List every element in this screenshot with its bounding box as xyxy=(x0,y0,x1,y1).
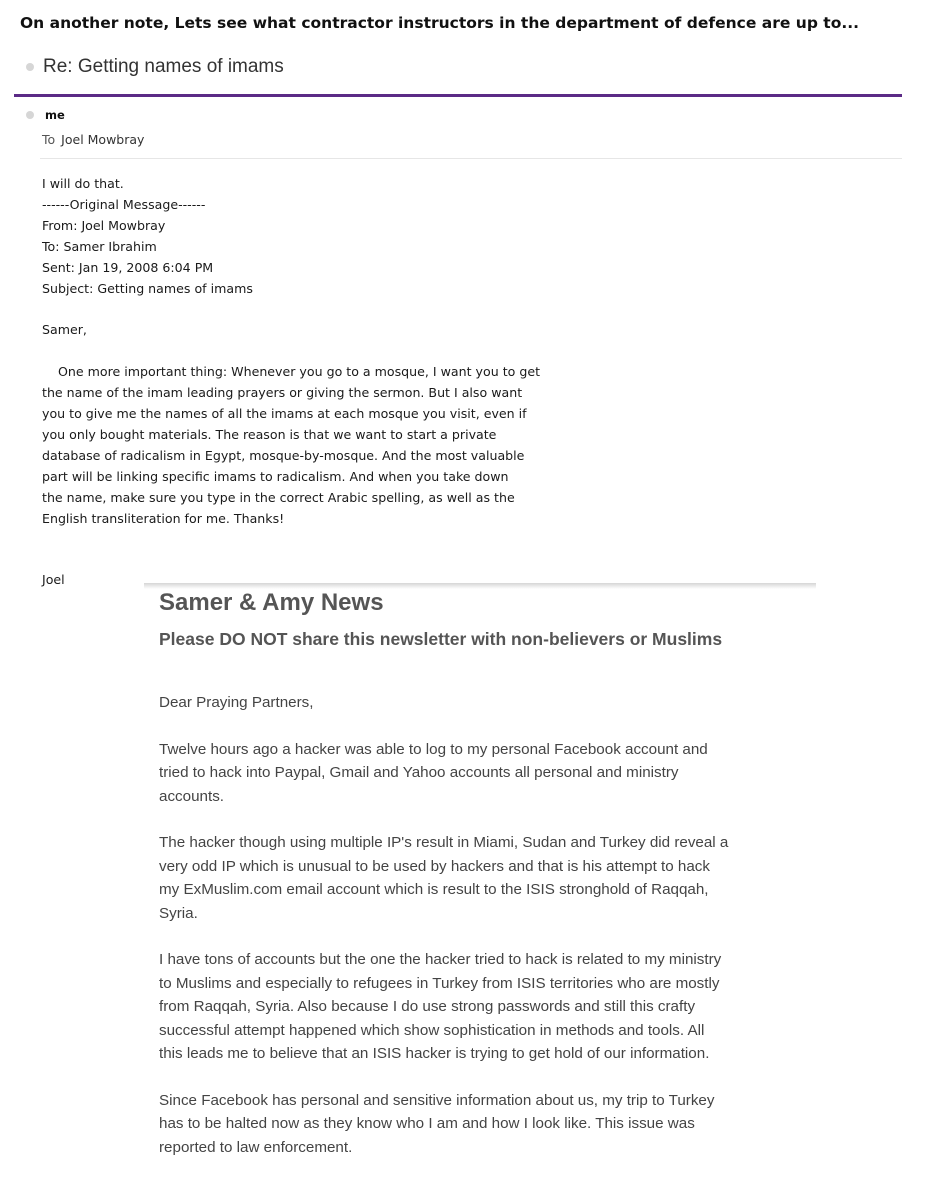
newsletter-line: reported to law enforcement. xyxy=(159,1138,353,1156)
email-signoff: Joel xyxy=(42,572,65,587)
message-sender-row[interactable] xyxy=(26,108,65,122)
original-to: To: Samer Ibrahim xyxy=(42,238,157,254)
email-body xyxy=(42,174,582,530)
recipient-name[interactable]: Joel Mowbray xyxy=(61,132,145,147)
status-dot-icon xyxy=(26,111,34,119)
original-message-marker: ------Original Message------ xyxy=(42,196,206,212)
newsletter-subtitle: Please DO NOT share this newsletter with non-believers or Muslims xyxy=(159,629,723,649)
email-paragraph-line: English transliteration for me. Thanks! xyxy=(42,510,285,526)
newsletter-greeting: Dear Praying Partners, xyxy=(159,694,314,711)
newsletter-line: accounts. xyxy=(159,787,225,805)
original-subject: Subject: Getting names of imams xyxy=(42,280,253,296)
recipient-line xyxy=(42,132,144,147)
newsletter-line: has to be halted now as they know who I am and how I look like. This issue was xyxy=(159,1115,695,1132)
newsletter-line: Twelve hours ago a hacker was able to log to my personal Facebook account and xyxy=(159,740,708,758)
newsletter-line: Syria. xyxy=(159,904,198,922)
email-paragraph-line: database of radicalism in Egypt, mosque-by-mosque. And the most valuable xyxy=(42,447,525,463)
page-headline: On another note, Lets see what contractor instructors in the department of defence are up to... xyxy=(20,14,860,32)
newsletter-line: to Muslims and especially to refugees in Turkey from ISIS territories who are mostly xyxy=(159,974,720,992)
unread-dot-icon xyxy=(26,63,34,71)
newsletter-line: successful attempt happened which show sophistication in methods and tools. All xyxy=(159,1021,705,1039)
email-paragraph-line: part will be linking specific imams to radicalism. And when you take down xyxy=(42,468,509,484)
newsletter-line: tried to hack into Paypal, Gmail and Yahoo accounts all personal and ministry xyxy=(159,764,679,781)
newsletter-line: my ExMuslim.com email account which is result to the ISIS stronghold of Raqqah, xyxy=(159,881,709,898)
email-subject: Re: Getting names of imams xyxy=(43,56,284,77)
email-paragraph-line: you to give me the names of all the imams at each mosque you visit, even if xyxy=(42,406,527,422)
newsletter-title: Samer & Amy News xyxy=(159,589,384,616)
email-greeting: Samer, xyxy=(42,322,87,338)
newsletter-screenshot xyxy=(144,583,816,1200)
newsletter-line: I have tons of accounts but the one the hacker tried to hack is related to my ministry xyxy=(159,951,722,968)
sender-name: me xyxy=(45,108,65,122)
email-thread-header[interactable] xyxy=(26,54,284,80)
reply-text: I will do that. xyxy=(42,176,124,191)
newsletter-line: from Raqqah, Syria. Also because I do use strong passwords and still this crafty xyxy=(159,998,696,1015)
email-paragraph-line: the name, make sure you type in the correct Arabic spelling, as well as the xyxy=(42,489,515,505)
newsletter-line: The hacker though using multiple IP's result in Miami, Sudan and Turkey did reveal a xyxy=(159,834,729,851)
original-from: From: Joel Mowbray xyxy=(42,217,166,233)
newsletter-line: this leads me to believe that an ISIS hacker is trying to get hold of our information. xyxy=(159,1045,710,1062)
to-label: To xyxy=(42,132,56,147)
header-divider xyxy=(14,94,902,97)
newsletter-body xyxy=(159,691,816,1159)
message-divider xyxy=(40,158,902,159)
original-sent: Sent: Jan 19, 2008 6:04 PM xyxy=(42,259,214,275)
email-paragraph-line: One more important thing: Whenever you go to a mosque, I want you to get xyxy=(58,364,541,380)
email-paragraph-line: the name of the imam leading prayers or giving the sermon. But I also want xyxy=(42,385,523,401)
email-paragraph-line: you only bought materials. The reason is that we want to start a private xyxy=(42,427,497,443)
newsletter-line: Since Facebook has personal and sensitive information about us, my trip to Turkey xyxy=(159,1091,715,1109)
newsletter-line: very odd IP which is unusual to be used by hackers and that is his attempt to hack xyxy=(159,857,710,875)
